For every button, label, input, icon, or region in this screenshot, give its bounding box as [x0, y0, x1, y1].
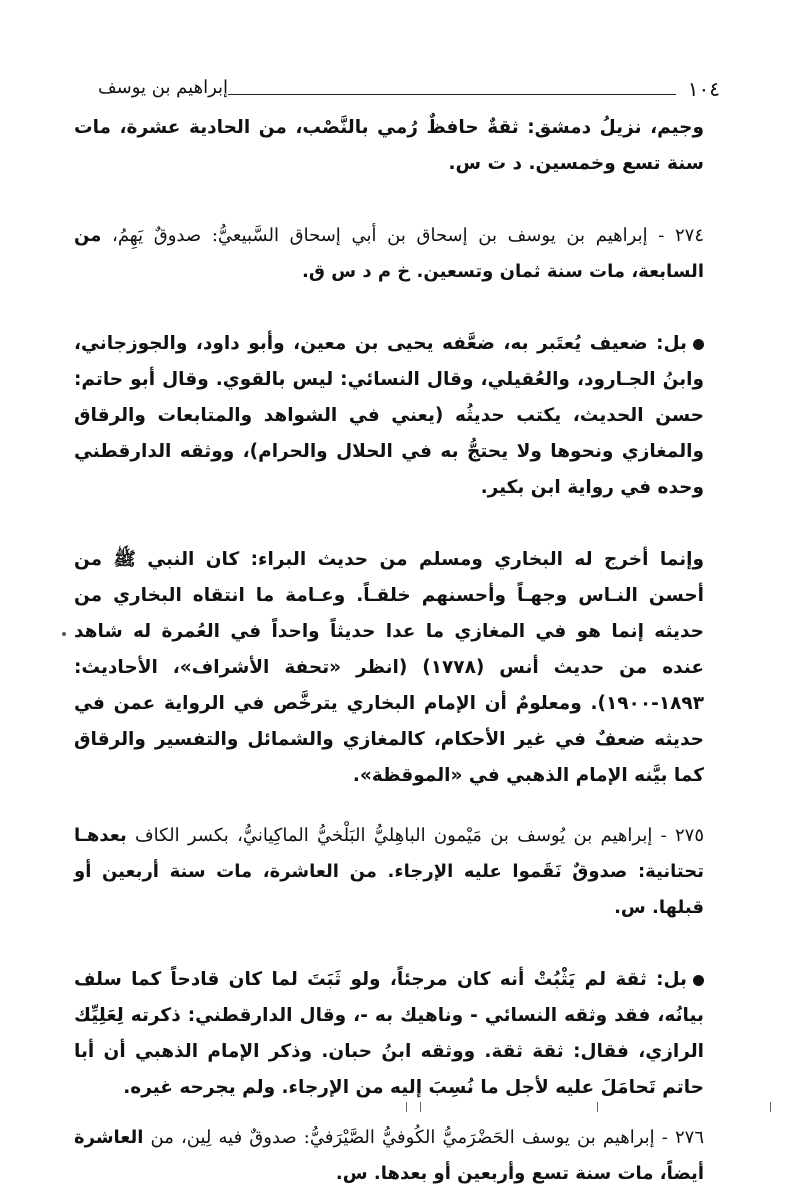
scan-mark	[406, 1102, 407, 1112]
note-274-text: بل: ضعيف يُعتَبر به، ضعَّفه يحيى بن معين، وأبو داود، والجوزجاني، وابنُ الجـارود، والعُقيلي، وقال النسائي: ليس بالقوي. وقال أبو حاتم: حسن الحديث، يكتب حديثُه (يعني في الشواهد والمتابعات والرقاق والمغازي ونحوها ولا يحتجُّ به في الحلال والحرام)، ووثقه الدارقطني وحده في رواية ابن بكير.	[74, 333, 704, 498]
note-275	[74, 962, 704, 1106]
entry-274-heading: ٢٧٤ - إبراهيم بن يوسف بن إسحاق بن أبي إسحاق السَّبيعيُّ: صدوقٌ يَهِمُ،	[112, 225, 704, 246]
page-number: ١٠٤	[687, 77, 720, 101]
running-title: إبراهيم بن يوسف	[98, 77, 229, 98]
entry-275	[74, 818, 704, 926]
spacer	[74, 290, 704, 326]
scan-mark	[420, 1102, 421, 1112]
entry-274	[74, 218, 704, 290]
bullet-icon	[693, 339, 704, 350]
paragraph-continuation: وجيم، نزيلُ دمشق: ثقةٌ حافظٌ رُمي بالنَّصْب، من الحادية عشرة، مات سنة تسع وخمسين. د ت س.	[74, 117, 704, 174]
header-rule	[228, 94, 676, 95]
scan-mark	[770, 1102, 771, 1112]
spacer	[74, 182, 704, 218]
spacer	[74, 794, 704, 818]
spacer	[74, 506, 704, 542]
note-bukhari: وإنما أخرج له البخاري ومسلم من حديث البراء: كان النبي ﷺ من أحسن النـاس وجهـاً وأحسنهم خلقـاً. وعـامة ما انتقاه البخاري من حديثه إنما هو في المغازي ما عدا حديثاً واحداً في العُمرة له شاهد عنده من حديث أنس (١٧٧٨) (انظر «تحفة الأشراف»، الأحاديث: ١٨٩٣-١٩٠٠). ومعلومٌ أن الإمام البخاري يترخَّص في الرواية عمن في حديثه ضعفٌ في غير الأحكام، كالمغازي والشمائل والتفسير والرقاق كما بيَّنه الإمام الذهبي في «الموقظة».	[74, 549, 705, 786]
entry-274-grading: من السابعة، مات سنة ثمان وتسعين. خ م د س ق.	[74, 225, 704, 282]
note-274	[74, 326, 704, 506]
entry-275-heading: ٢٧٥ - إبراهيم بن يُوسف بن مَيْمون الباهِليُّ البَلْخيُّ الماكِيانيُّ، بكسر الكاف	[135, 825, 704, 846]
page-body	[74, 110, 704, 1192]
entry-276	[74, 1120, 704, 1192]
spacer	[74, 926, 704, 962]
entry-275-grading: بعدهـا تحتانية: صدوقٌ نَقَموا عليه الإرجاء. من العاشرة، مات سنة أربعين أو قبلها. س.	[74, 825, 704, 918]
running-header	[98, 77, 728, 107]
scan-speck	[62, 632, 66, 636]
entry-276-heading: ٢٧٦ - إبراهيم بن يوسف الحَضْرَميُّ الكُوفيُّ الصَّيْرَفيُّ: صدوقٌ فيه لِين، من	[150, 1127, 705, 1148]
scan-mark	[597, 1102, 598, 1112]
entry-276-grading: العاشرة أيضاً، مات سنة تسع وأربعين أو بعدها. س.	[74, 1127, 704, 1184]
note-275-text: بل: ثقة لم يَثْبُتْ أنه كان مرجئاً، ولو ثَبَتَ لما كان قادحاً كما سلف بيانُه، فقد وثقه النسائي - وناهيك به -، وقال الدارقطني: ذكرته لِعَلِيِّك الرازي، فقال: ثقة ثقة. ووثقه ابنُ حبان. وذكر الإمام الذهبي أن أبا حاتم تَحامَلَ عليه لأجل ما نُسِبَ إليه من الإرجاء. ولم يجرحه غيره.	[74, 969, 704, 1098]
bullet-icon	[693, 975, 704, 986]
